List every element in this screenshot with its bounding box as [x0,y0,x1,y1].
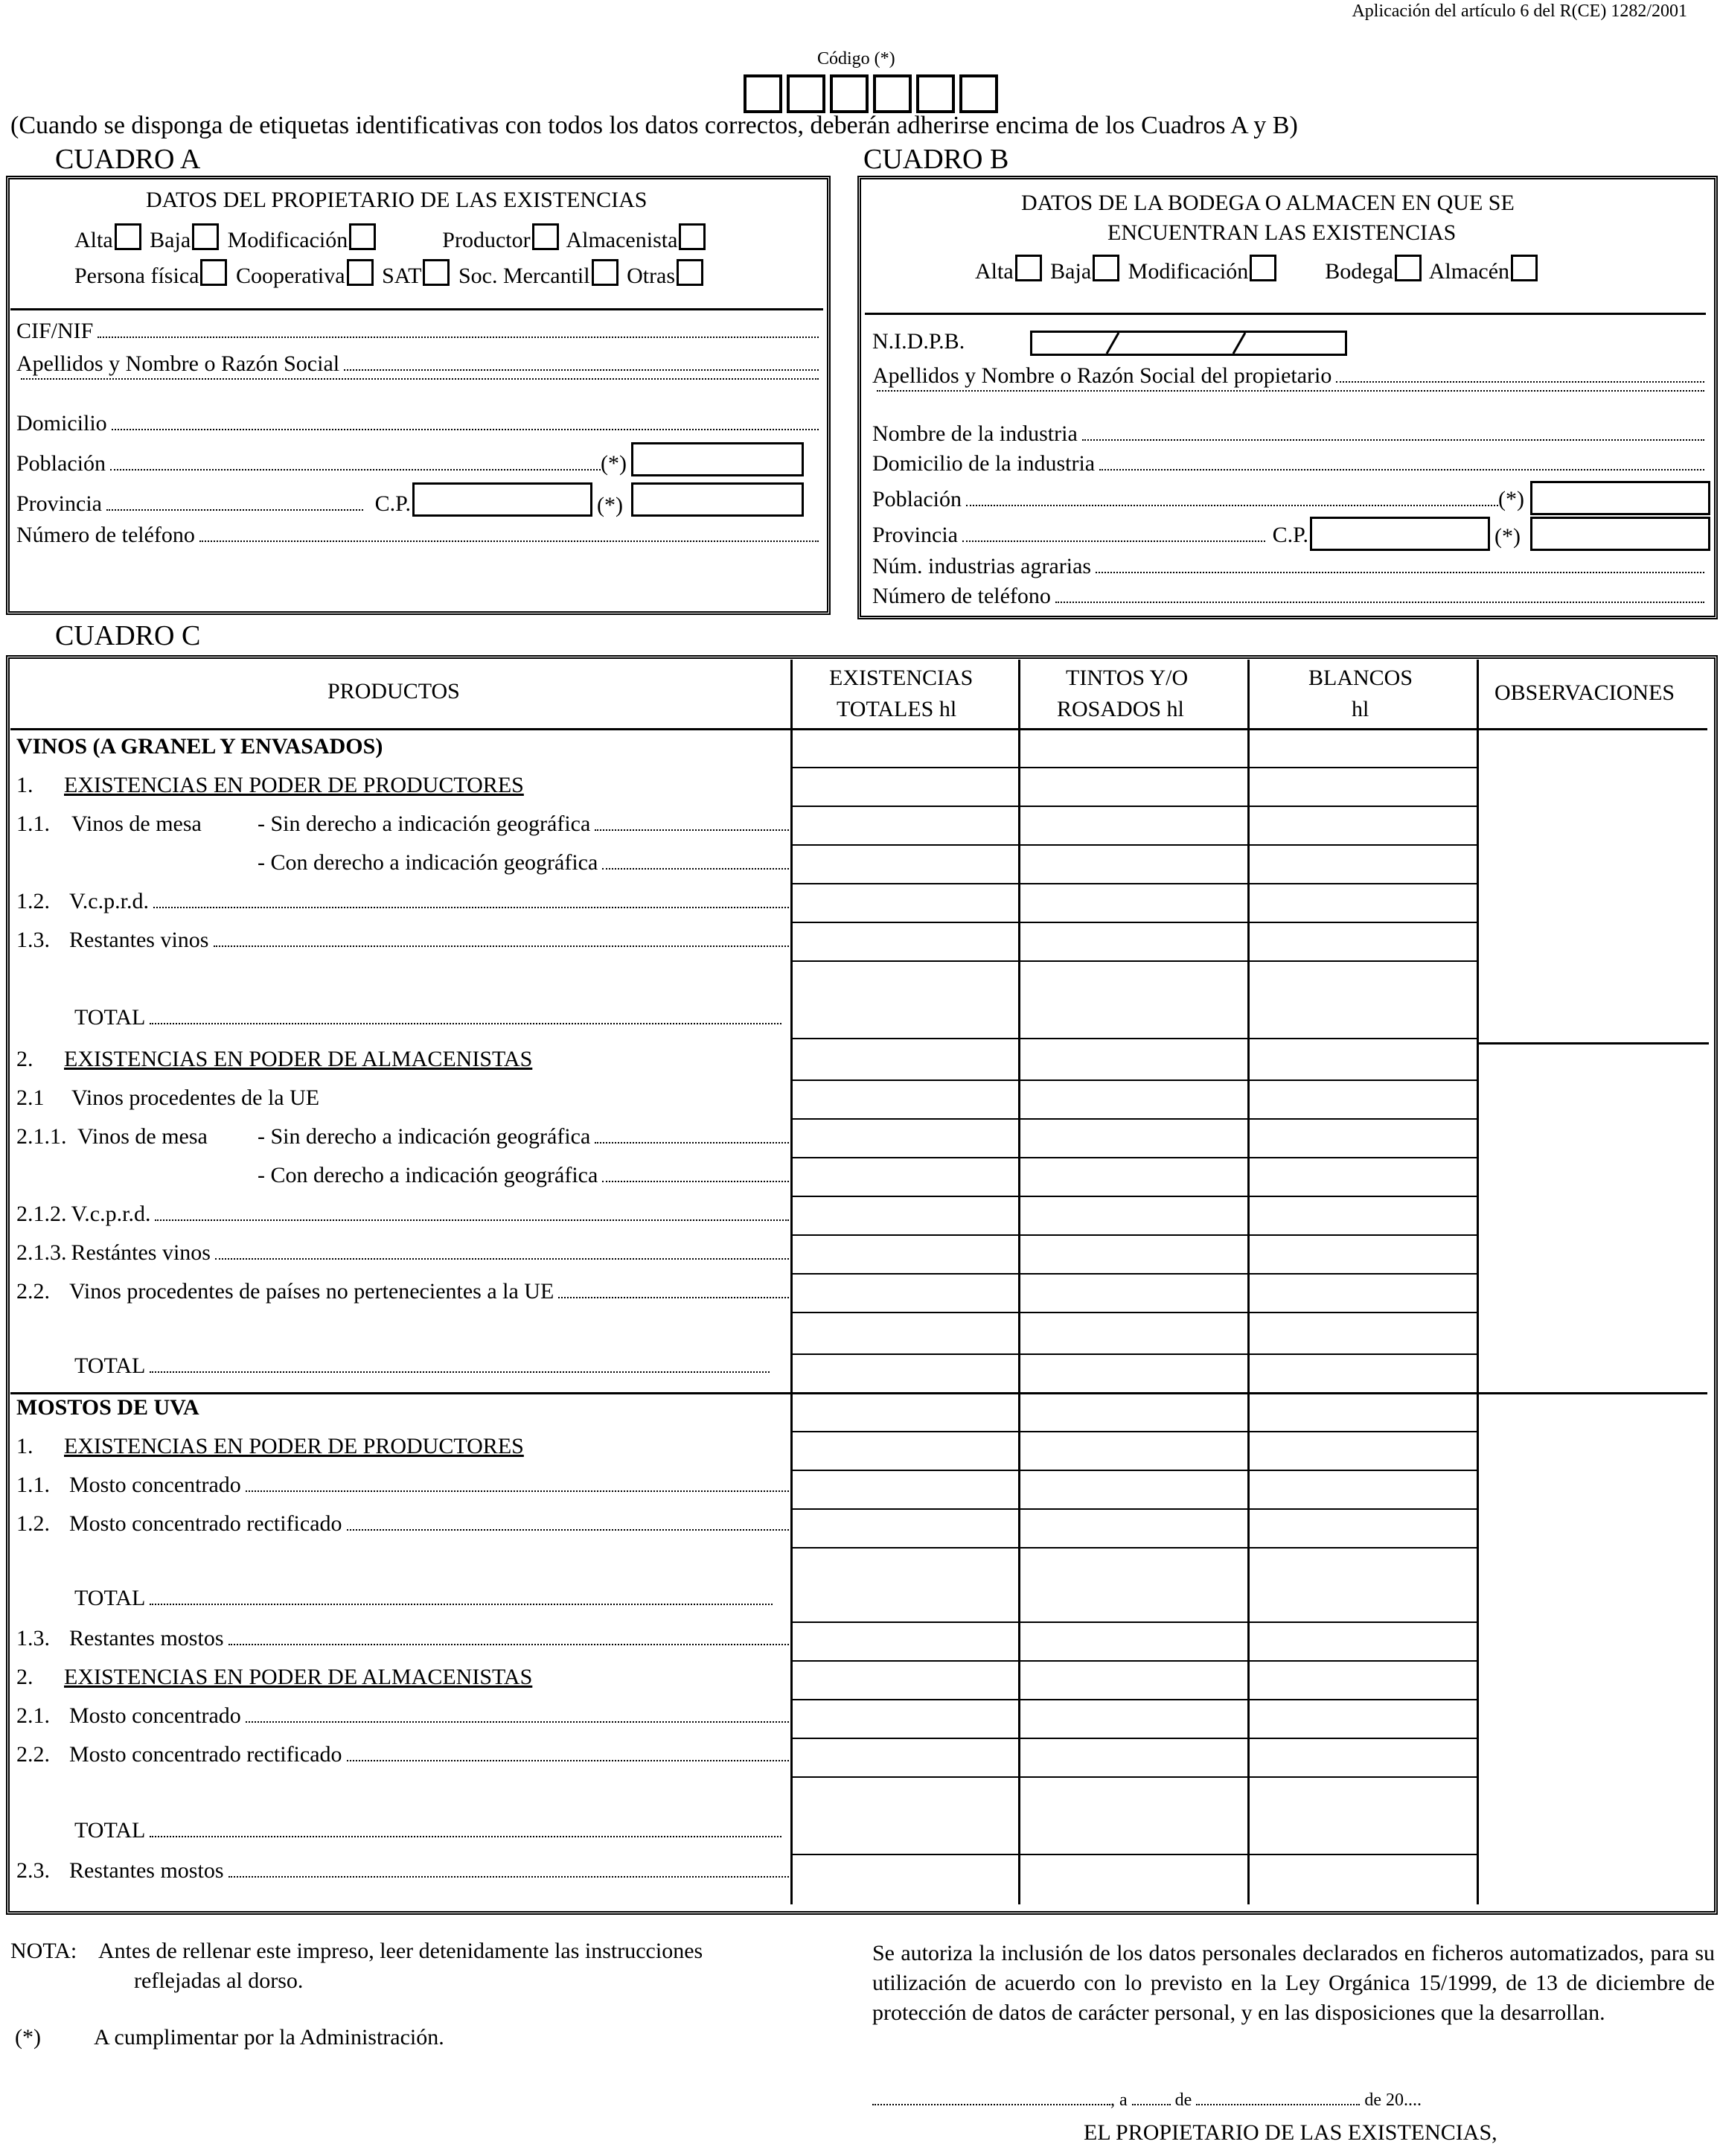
cuadro-b-checks: Alta Baja Modificación Bodega Almacén [975,255,1541,284]
asterisk-label: (*) [15,2025,41,2050]
field-domicilio-a[interactable]: Domicilio [16,411,819,436]
field-provincia-a[interactable]: Provincia C.P. [16,491,411,516]
row-label: 1.1. Mosto concentrado [16,1473,789,1498]
table-row-line [790,1353,1477,1355]
label-nidpb: N.I.D.P.B. [872,329,965,354]
date-line[interactable]: , a de de 20.... [872,2090,1422,2111]
table-row-line [790,922,1477,923]
checkbox-soc-mercantil[interactable] [592,259,618,286]
field-provincia-b[interactable]: Provincia C.P. [872,523,1308,547]
checkbox-modificacion[interactable] [349,223,376,250]
data-protection-text: Se autoriza la inclusión de los datos personales declarados en ficheros automatizados, para su utilización de acuerdo con lo previsto en la Ley Orgánica 15/1999, de 13 de diciembre de protección de datos de carácter personal, y en las disposiciones que la desarrollan. [872,1941,1715,2025]
row-total: TOTAL [74,1005,781,1030]
cp-box-a[interactable] [412,482,592,517]
header-tintos-1: TINTOS Y/O [1066,666,1189,690]
table-row-line [790,1854,1477,1855]
admin-box-poblacion-b[interactable] [1530,481,1710,515]
nidpb-box[interactable] [1030,331,1347,356]
table-row-line [790,1621,1477,1623]
row-label: 1.2. V.c.p.r.d. [16,889,789,914]
row-sub: - Sin derecho a indicación geográfica [258,811,789,837]
nota-label: NOTA: [10,1939,77,1963]
row-num: 1. [16,773,33,797]
table-row-line [790,1157,1477,1158]
checkbox-sat[interactable] [423,259,450,286]
table-row-line [790,1699,1477,1700]
row-total: TOTAL [74,1818,781,1843]
checkbox-almacen[interactable] [1511,255,1538,281]
field-poblacion-a[interactable]: Población (*) [16,451,627,476]
regulation-reference: Aplicación del artículo 6 del R(CE) 1282/2001 [1352,1,1687,21]
table-row-line [790,806,1477,807]
checkbox-otras[interactable] [677,259,703,286]
row-label: Vinos de mesa [77,1124,208,1149]
nota-line-2: reflejadas al dorso. [134,1968,304,1993]
row-num: 1. [16,1434,33,1458]
row-label: Vinos procedentes de la UE [71,1085,320,1110]
field-poblacion-b[interactable]: Población (*) [872,487,1524,511]
field-domicilio-industria[interactable]: Domicilio de la industria [872,451,1704,476]
checkbox-baja[interactable] [192,223,219,250]
checkbox-productor[interactable] [532,223,559,250]
row-total: TOTAL [74,1353,770,1379]
label-note: (Cuando se disponga de etiquetas identificativas con todos los datos correctos, deberán adherirse encima de los Cuadros A y B) [10,112,1298,139]
row-label: EXISTENCIAS EN PODER DE PRODUCTORES [64,773,524,797]
header-blancos-1: BLANCOS [1308,666,1413,690]
table-row-line [790,1312,1477,1313]
table-row-line [790,1470,1477,1471]
admin-box-cp-b[interactable] [1530,517,1710,551]
table-row-line [790,1079,1477,1081]
asterisk-note: A cumplimentar por la Administración. [94,2025,444,2050]
checkbox-alta[interactable] [115,223,141,250]
table-row-line [790,844,1477,846]
row-sub: - Con derecho a indicación geográfica [258,850,789,876]
table-row-line [790,1196,1477,1197]
table-row-line [790,1273,1477,1275]
table-row-line [790,1431,1477,1432]
checkbox-almacenista[interactable] [679,223,706,250]
cuadro-a-checks-row2: Persona física Cooperativa SAT Soc. Mercantil Otras [74,259,706,289]
nota-line-1: Antes de rellenar este impreso, leer detenidamente las instrucciones [98,1939,703,1963]
field-apellidos-a-cont[interactable] [16,378,819,386]
asterisk-cp-b: (*) [1494,524,1521,549]
admin-box-poblacion-a[interactable] [631,442,804,476]
table-row-line [790,767,1477,768]
checkbox-b-alta[interactable] [1015,255,1042,281]
section-vinos: VINOS (A GRANEL Y ENVASADOS) [16,734,383,759]
cuadro-b-subtitle-1: DATOS DE LA BODEGA O ALMACEN EN QUE SE [1021,191,1515,215]
row-total: TOTAL [74,1586,773,1611]
field-num-industrias[interactable]: Núm. industrias agrarias [872,554,1704,579]
codigo-label: Código (*) [817,49,895,68]
header-existencias-1: EXISTENCIAS [829,666,974,690]
cuadro-b-title: CUADRO B [863,144,1009,175]
signature-label: EL PROPIETARIO DE LAS EXISTENCIAS, [1084,2120,1497,2145]
row-label: 2.2. Vinos procedentes de países no pertenecientes a la UE [16,1279,789,1304]
cuadro-a-title: CUADRO A [55,144,201,175]
table-row-line [790,1776,1477,1778]
header-blancos-2: hl [1352,697,1369,721]
field-nombre-industria[interactable]: Nombre de la industria [872,421,1704,447]
row-num: 2. [16,1665,33,1689]
row-label: 1.3. Restantes vinos [16,928,789,953]
row-num: 2.1 [16,1085,45,1110]
checkbox-persona-fisica[interactable] [200,259,227,286]
row-label: 2.3. Restantes mostos [16,1858,789,1884]
field-apellidos-b[interactable]: Apellidos y Nombre o Razón Social del propietario [872,363,1704,389]
row-label: 2.1.2. V.c.p.r.d. [16,1202,789,1227]
field-apellidos-b-cont[interactable] [872,390,1704,398]
row-label: EXISTENCIAS EN PODER DE ALMACENISTAS [64,1665,533,1689]
cuadro-b-subtitle-2: ENCUENTRAN LAS EXISTENCIAS [1107,220,1457,245]
table-row-line [790,1118,1477,1120]
row-label: 2.1. Mosto concentrado [16,1703,789,1729]
table-row-line [790,1738,1477,1739]
cuadro-a-checks-row1: Alta Baja Modificación Productor Almacenista [74,223,709,253]
field-telefono-b[interactable]: Número de teléfono [872,584,1704,609]
cuadro-a-subtitle: DATOS DEL PROPIETARIO DE LAS EXISTENCIAS [146,188,648,212]
table-row-line [790,960,1477,962]
table-row-line [790,1547,1477,1549]
field-telefono-a[interactable]: Número de teléfono [16,523,819,548]
header-existencias-2: TOTALES hl [837,697,957,721]
row-label: 2.1.3. Restántes vinos [16,1240,789,1266]
section-mostos: MOSTOS DE UVA [16,1395,199,1420]
row-sub: - Con derecho a indicación geográfica [258,1163,789,1188]
table-row-line [790,883,1477,884]
asterisk-cp-a: (*) [597,493,623,517]
checkbox-b-modificacion[interactable] [1250,255,1276,281]
checkbox-b-baja[interactable] [1093,255,1119,281]
header-observaciones: OBSERVACIONES [1494,680,1675,705]
table-row-line [790,1038,1477,1039]
row-num: 1.1. [16,811,50,836]
cuadro-c-title: CUADRO C [55,620,201,651]
row-label: 2.2. Mosto concentrado rectificado [16,1742,789,1767]
admin-box-cp-a[interactable] [631,482,804,517]
table-row-line [790,1234,1477,1236]
table-row-line [790,1508,1477,1510]
header-tintos-2: ROSADOS hl [1057,697,1184,721]
row-label: EXISTENCIAS EN PODER DE PRODUCTORES [64,1434,524,1458]
checkbox-bodega[interactable] [1395,255,1422,281]
row-label: 1.2. Mosto concentrado rectificado [16,1511,789,1537]
field-cif[interactable]: CIF/NIF [16,319,819,344]
header-productos: PRODUCTOS [327,679,460,704]
row-sub: - Sin derecho a indicación geográfica [258,1124,789,1149]
row-label: 1.3. Restantes mostos [16,1626,789,1651]
row-num: 2.1.1. [16,1124,67,1149]
table-row-line [790,1660,1477,1662]
codigo-boxes[interactable] [741,74,1000,117]
cp-box-b[interactable] [1310,517,1490,551]
row-num: 2. [16,1047,33,1071]
field-apellidos-a[interactable]: Apellidos y Nombre o Razón Social [16,351,819,377]
checkbox-cooperativa[interactable] [347,259,374,286]
row-label: Vinos de mesa [71,811,202,836]
row-label: EXISTENCIAS EN PODER DE ALMACENISTAS [64,1047,533,1071]
